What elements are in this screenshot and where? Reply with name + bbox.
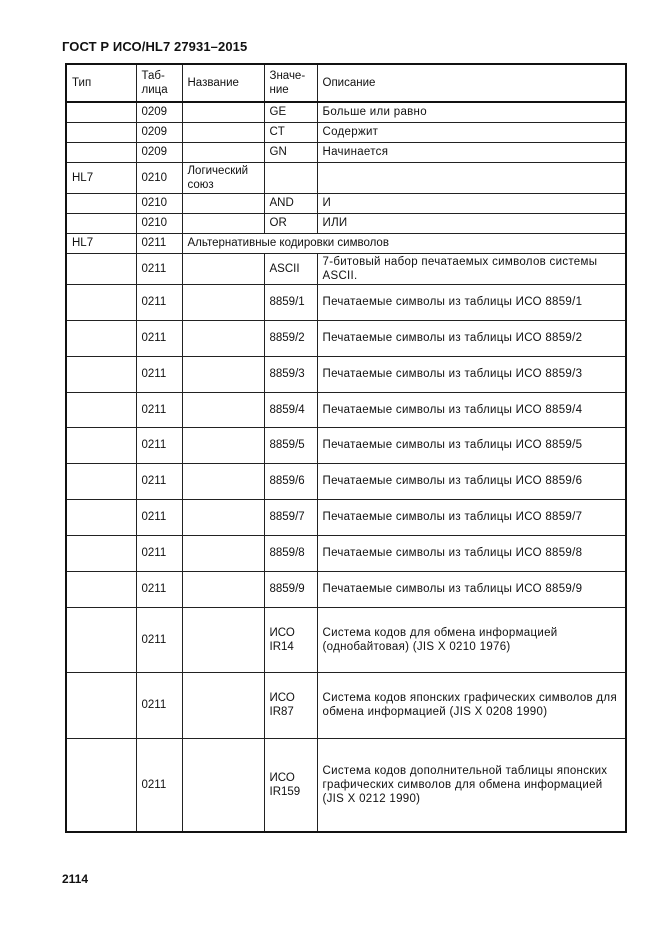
- table-row: [66, 193, 626, 213]
- cell-description: Система кодов для обмена информацией (однобайтовая) (JIS X 0210 1976): [317, 607, 626, 672]
- cell-table: 0209: [136, 102, 182, 122]
- cell-table: 0211: [136, 233, 182, 253]
- cell-name: [182, 738, 264, 832]
- cell-description: [317, 162, 626, 193]
- cell-value: OR: [264, 213, 317, 233]
- cell-value: 8859/8: [264, 535, 317, 571]
- cell-type: [66, 535, 136, 571]
- table-header: [66, 64, 626, 102]
- cell-description: Система кодов японских графических символов для обмена информацией (JIS X 0208 1990): [317, 672, 626, 738]
- table-row: [66, 320, 626, 356]
- cell-value: 8859/9: [264, 571, 317, 607]
- header-type: Тип: [66, 64, 136, 102]
- cell-description: ИЛИ: [317, 213, 626, 233]
- cell-description: 7-битовый набор печатаемых символов системы ASCII.: [317, 253, 626, 284]
- table-row: [66, 233, 626, 253]
- table-row: [66, 392, 626, 427]
- cell-table: 0209: [136, 142, 182, 162]
- cell-section-title: Альтернативные кодировки символов: [182, 233, 626, 253]
- cell-name: [182, 356, 264, 392]
- cell-description: Система кодов дополнительной таблицы японских графических символов для обмена информацией (JIS X 0212 1990): [317, 738, 626, 832]
- cell-name: [182, 463, 264, 499]
- cell-table: 0211: [136, 571, 182, 607]
- cell-value: AND: [264, 193, 317, 213]
- cell-table: 0211: [136, 463, 182, 499]
- cell-description: Печатаемые символы из таблицы ИСО 8859/2: [317, 320, 626, 356]
- cell-description: И: [317, 193, 626, 213]
- header-row: [66, 64, 626, 102]
- cell-name: [182, 193, 264, 213]
- cell-type: [66, 463, 136, 499]
- cell-type: [66, 193, 136, 213]
- cell-name: [182, 535, 264, 571]
- header-name: Название: [182, 64, 264, 102]
- cell-table: 0210: [136, 213, 182, 233]
- cell-table: 0211: [136, 535, 182, 571]
- document-header: ГОСТ Р ИСО/HL7 27931–2015: [62, 39, 248, 54]
- cell-name: [182, 102, 264, 122]
- cell-value: 8859/3: [264, 356, 317, 392]
- cell-name: [182, 571, 264, 607]
- table-row: [66, 738, 626, 832]
- cell-description: Печатаемые символы из таблицы ИСО 8859/4: [317, 392, 626, 427]
- cell-name: [182, 142, 264, 162]
- table-row: [66, 102, 626, 122]
- table-row: [66, 535, 626, 571]
- cell-table: 0211: [136, 284, 182, 320]
- cell-description: Печатаемые символы из таблицы ИСО 8859/1: [317, 284, 626, 320]
- cell-description: Больше или равно: [317, 102, 626, 122]
- cell-type: [66, 427, 136, 463]
- header-value: Значе- ние: [264, 64, 317, 102]
- table-row: [66, 427, 626, 463]
- cell-value: ASCII: [264, 253, 317, 284]
- cell-value: CT: [264, 122, 317, 142]
- table-row: [66, 607, 626, 672]
- cell-value: 8859/6: [264, 463, 317, 499]
- cell-name: [182, 499, 264, 535]
- cell-table: 0211: [136, 672, 182, 738]
- cell-name: [182, 607, 264, 672]
- cell-type: [66, 102, 136, 122]
- table-row: [66, 162, 626, 193]
- cell-description: Начинается: [317, 142, 626, 162]
- cell-description: Печатаемые символы из таблицы ИСО 8859/6: [317, 463, 626, 499]
- cell-table: 0211: [136, 738, 182, 832]
- table-row: [66, 463, 626, 499]
- cell-type: [66, 392, 136, 427]
- cell-description: Печатаемые символы из таблицы ИСО 8859/7: [317, 499, 626, 535]
- cell-type: HL7: [66, 162, 136, 193]
- cell-value: GE: [264, 102, 317, 122]
- table-row: [66, 499, 626, 535]
- cell-description: Печатаемые символы из таблицы ИСО 8859/8: [317, 535, 626, 571]
- cell-name: [182, 284, 264, 320]
- cell-name: Логический союз: [182, 162, 264, 193]
- cell-value: 8859/7: [264, 499, 317, 535]
- cell-name: [182, 253, 264, 284]
- cell-type: [66, 607, 136, 672]
- cell-value: ИСО IR14: [264, 607, 317, 672]
- cell-table: 0211: [136, 427, 182, 463]
- cell-name: [182, 320, 264, 356]
- cell-value: [264, 162, 317, 193]
- cell-description: Печатаемые символы из таблицы ИСО 8859/3: [317, 356, 626, 392]
- cell-type: [66, 672, 136, 738]
- cell-table: 0211: [136, 320, 182, 356]
- cell-value: 8859/1: [264, 284, 317, 320]
- cell-table: 0210: [136, 162, 182, 193]
- cell-type: [66, 213, 136, 233]
- cell-table: 0209: [136, 122, 182, 142]
- cell-table: 0211: [136, 607, 182, 672]
- cell-table: 0211: [136, 356, 182, 392]
- cell-description: Печатаемые символы из таблицы ИСО 8859/9: [317, 571, 626, 607]
- table-row: [66, 571, 626, 607]
- cell-type: [66, 122, 136, 142]
- table-row: [66, 213, 626, 233]
- table-body: [66, 102, 626, 832]
- cell-name: [182, 392, 264, 427]
- cell-name: [182, 672, 264, 738]
- cell-type: [66, 320, 136, 356]
- cell-value: 8859/4: [264, 392, 317, 427]
- table-row: [66, 672, 626, 738]
- table-row: [66, 122, 626, 142]
- cell-type: HL7: [66, 233, 136, 253]
- cell-type: [66, 499, 136, 535]
- cell-value: 8859/5: [264, 427, 317, 463]
- cell-table: 0211: [136, 253, 182, 284]
- table-row: [66, 253, 626, 284]
- cell-name: [182, 213, 264, 233]
- cell-table: 0211: [136, 392, 182, 427]
- page-number: 2114: [62, 872, 89, 886]
- cell-type: [66, 571, 136, 607]
- cell-name: [182, 122, 264, 142]
- cell-type: [66, 253, 136, 284]
- cell-type: [66, 738, 136, 832]
- cell-name: [182, 427, 264, 463]
- code-table: [65, 63, 627, 833]
- header-description: Описание: [317, 64, 626, 102]
- table-row: [66, 142, 626, 162]
- cell-description: Печатаемые символы из таблицы ИСО 8859/5: [317, 427, 626, 463]
- cell-table: 0211: [136, 499, 182, 535]
- cell-value: ИСО IR159: [264, 738, 317, 832]
- cell-table: 0210: [136, 193, 182, 213]
- cell-value: 8859/2: [264, 320, 317, 356]
- cell-value: GN: [264, 142, 317, 162]
- cell-type: [66, 142, 136, 162]
- cell-description: Содержит: [317, 122, 626, 142]
- header-table: Таб- лица: [136, 64, 182, 102]
- cell-type: [66, 356, 136, 392]
- cell-value: ИСО IR87: [264, 672, 317, 738]
- table-row: [66, 356, 626, 392]
- cell-type: [66, 284, 136, 320]
- table-row: [66, 284, 626, 320]
